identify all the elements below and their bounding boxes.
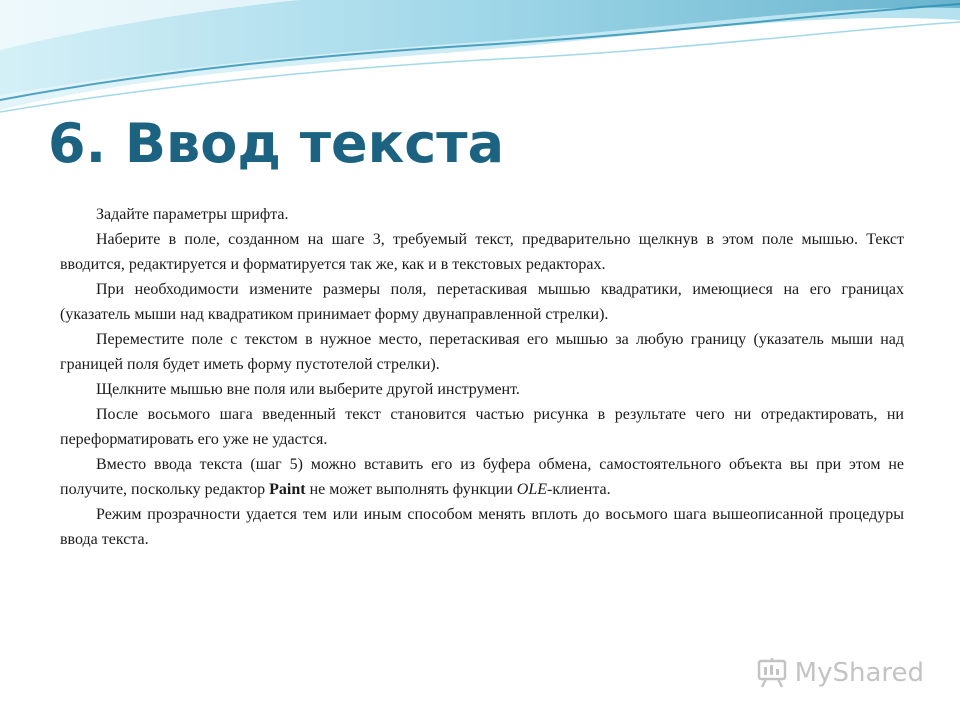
slide-title: 6. Ввод текста xyxy=(48,112,505,175)
paragraph-7-part-1: Вместо ввода текста (шаг 5) можно вставить его из буфера обмена, самостоятельного объекта вы при этом не получите, поскольку редактор xyxy=(60,456,904,498)
paragraph-4: Переместите поле с текстом в нужное место, перетаскивая его мышью за любую границу (указатель мыши над границей поля будет иметь форму пустотелой стрелки). xyxy=(60,331,904,373)
paragraph-7 xyxy=(60,452,904,502)
paragraph-8: Режим прозрачности удается тем или иным способом менять вплоть до восьмого шага вышеописанной процедуры ввода текста. xyxy=(60,506,904,548)
paragraph-7-part-2: не может выполнять функции xyxy=(305,481,517,498)
paragraph-5: Щелкните мышью вне поля или выберите другой инструмент. xyxy=(96,381,520,398)
paragraph-1: Задайте параметры шрифта. xyxy=(96,206,289,223)
paragraph-6: После восьмого шага введенный текст становится частью рисунка в результате чего ни отредактировать, ни переформатировать его уже не удастся. xyxy=(60,406,904,448)
paint-bold-term: Paint xyxy=(269,481,306,498)
slide-body xyxy=(60,202,904,552)
paragraph-7-part-3: -клиента. xyxy=(547,481,611,498)
watermark-text: MyShared xyxy=(794,658,924,688)
paragraph-3: При необходимости измените размеры поля, перетаскивая мышью квадратики, имеющиеся на его границах (указатель мыши над квадратиком принимает форму двунаправленной стрелки). xyxy=(60,281,904,323)
presentation-board-icon xyxy=(755,656,789,690)
paragraph-2: Наберите в поле, созданном на шаге 3, требуемый текст, предварительно щелкнув в этом поле мышью. Текст вводится, редактируется и форматируется так же, как и в текстовых редакторах. xyxy=(60,231,904,273)
watermark-logo xyxy=(755,656,924,690)
ole-italic-term: OLE xyxy=(516,481,548,498)
header-wave-decoration xyxy=(0,0,960,130)
